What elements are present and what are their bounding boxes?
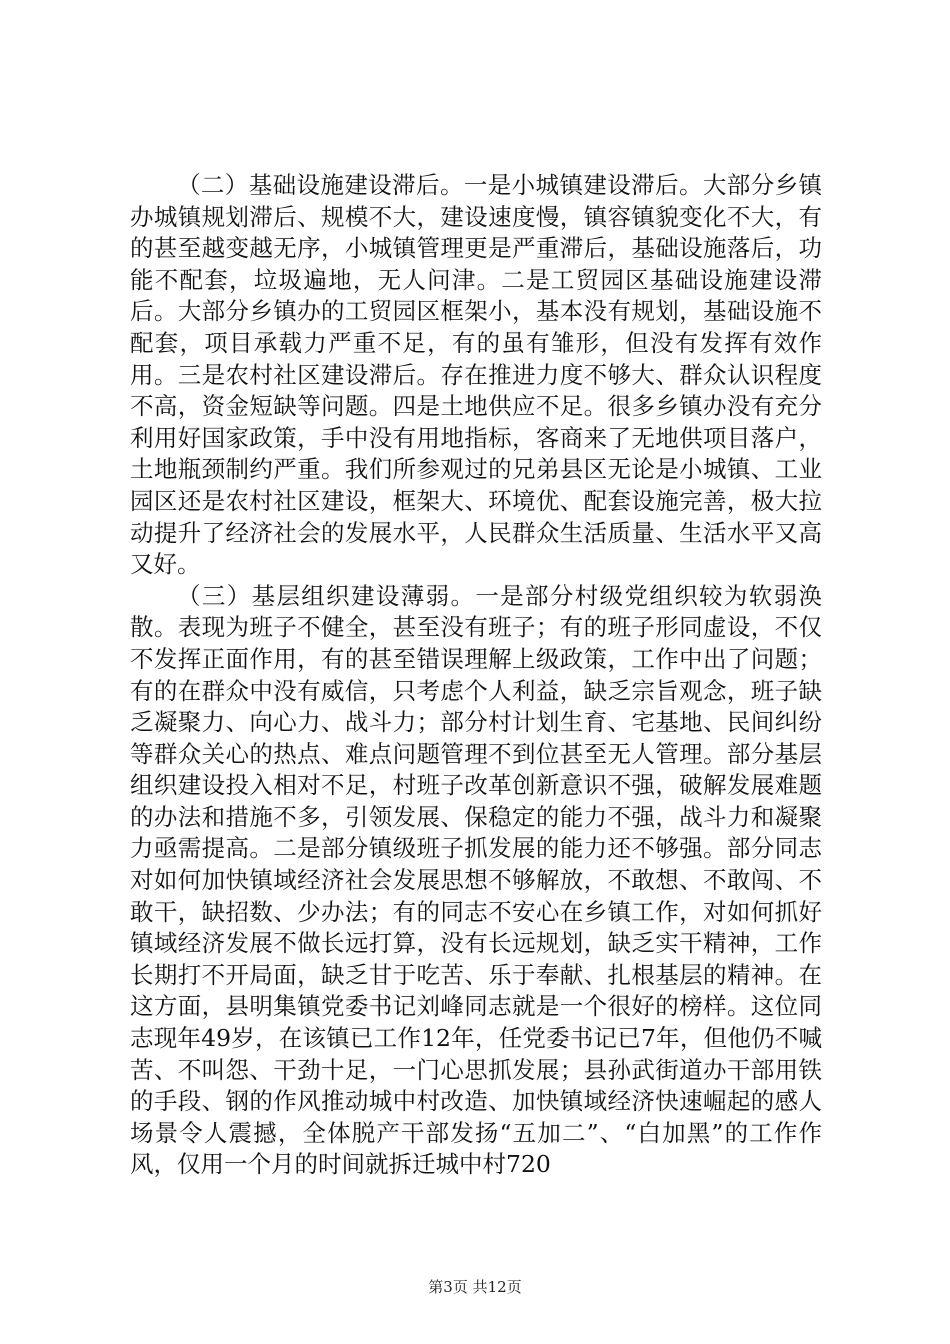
paragraph-grassroots-organization: （三）基层组织建设薄弱。一是部分村级党组织较为软弱涣散。表现为班子不健全，甚至没有班子；有的班子形同虚设，不仅不发挥正面作用，有的甚至错误理解上级政策，工作中出了问题；有的在群众中没有威信，只考虑个人利益，缺乏宗旨观念，班子缺乏凝聚力、向心力、战斗力；部分村计划生育、宅基地、民间纠纷等群众关心的热点、难点问题管理不到位甚至无人管理。部分基层组织建设投入相对不足，村班子改革创新意识不强，破解发展难题的办法和措施不多，引领发展、保稳定的能力不强，战斗力和凝聚力亟需提高。二是部分镇级班子抓发展的能力还不够强。部分同志对如何加快镇域经济社会发展思想不够解放，不敢想、不敢闯、不敢干，缺招数、少办法；有的同志不安心在乡镇工作，对如何抓好镇域经济发展不做长远打算，没有长远规划，缺乏实干精神，工作长期打不开局面，缺乏甘于吃苦、乐于奉献、扎根基层的精神。在这方面，县明集镇党委书记刘峰同志就是一个很好的榜样。这位同志现年49岁，在该镇已工作12年，任党委书记已7年，但他仍不喊苦、不叫怨、干劲十足，一门心思抓发展；县孙武街道办干部用铁的手段、钢的作风推动城中村改造、加快镇域经济快速崛起的感人场景令人震撼，全体脱产干部发扬“五加二”、“白加黑”的工作作风，仅用一个月的时间就拆迁城中村720 bbox=[130, 581, 822, 1179]
paragraph-infrastructure: （二）基础设施建设滞后。一是小城镇建设滞后。大部分乡镇办城镇规划滞后、规模不大，建设速度慢，镇容镇貌变化不大，有的甚至越变越无序，小城镇管理更是严重滞后，基础设施落后，功能不配套，垃圾遍地，无人问津。二是工贸园区基础设施建设滞后。大部分乡镇办的工贸园区框架小，基本没有规划，基础设施不配套，项目承载力严重不足，有的虽有雏形，但没有发挥有效作用。三是农村社区建设滞后。存在推进力度不够大、群众认识程度不高，资金短缺等问题。四是土地供应不足。很多乡镇办没有充分利用好国家政策，手中没有用地指标，客商来了无地供项目落户，土地瓶颈制约严重。我们所参观过的兄弟县区无论是小城镇、工业园区还是农村社区建设，框架大、环境优、配套设施完善，极大拉动提升了经济社会的发展水平，人民群众生活质量、生活水平又高又好。 bbox=[130, 171, 822, 579]
document-body bbox=[130, 170, 822, 1181]
page-number-footer: 第3页 共12页 bbox=[428, 1278, 522, 1296]
